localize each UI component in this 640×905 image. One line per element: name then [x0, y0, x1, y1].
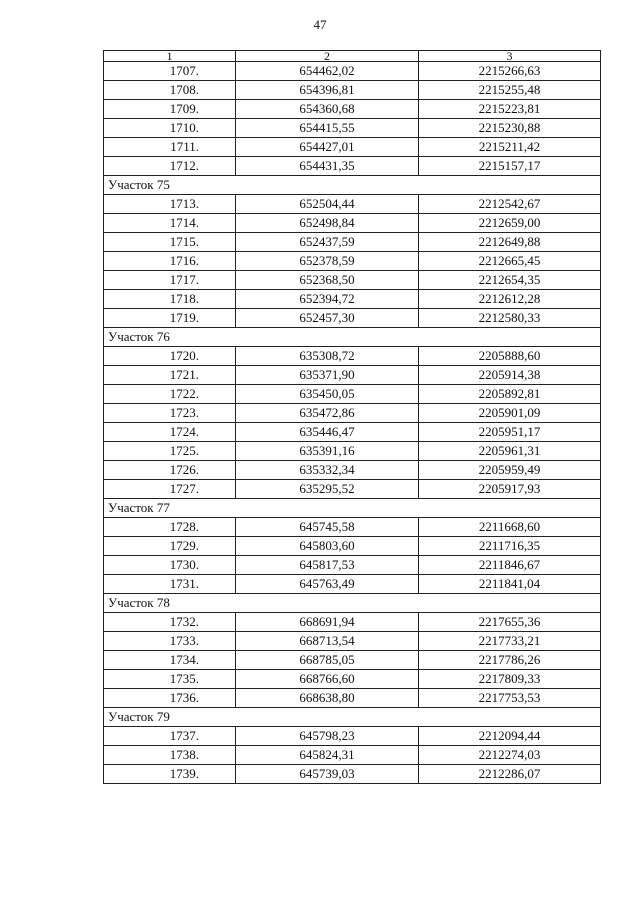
column-header-y: 3 — [419, 51, 601, 62]
section-row — [104, 594, 601, 613]
point-number-cell: 1717. — [104, 271, 236, 290]
section-title: Участок 78 — [104, 594, 601, 613]
section-title: Участок 75 — [104, 176, 601, 195]
x-coordinate-cell: 668713,54 — [236, 632, 419, 651]
point-number-cell: 1730. — [104, 556, 236, 575]
table-header-row — [104, 51, 601, 62]
table-row — [104, 632, 601, 651]
point-number-cell: 1737. — [104, 727, 236, 746]
point-number-cell: 1736. — [104, 689, 236, 708]
y-coordinate-cell: 2215157,17 — [419, 157, 601, 176]
y-coordinate-cell: 2212542,67 — [419, 195, 601, 214]
x-coordinate-cell: 645763,49 — [236, 575, 419, 594]
point-number-cell: 1726. — [104, 461, 236, 480]
page-number: 47 — [313, 17, 327, 32]
x-coordinate-cell: 645798,23 — [236, 727, 419, 746]
x-coordinate-cell: 652378,59 — [236, 252, 419, 271]
y-coordinate-cell: 2212580,33 — [419, 309, 601, 328]
table-row — [104, 423, 601, 442]
point-number-cell: 1729. — [104, 537, 236, 556]
y-coordinate-cell: 2205959,49 — [419, 461, 601, 480]
table-row — [104, 366, 601, 385]
y-coordinate-cell: 2212649,88 — [419, 233, 601, 252]
table-body — [104, 51, 601, 784]
point-number-cell: 1723. — [104, 404, 236, 423]
table-row — [104, 575, 601, 594]
table-row — [104, 271, 601, 290]
table-row — [104, 157, 601, 176]
y-coordinate-cell: 2212612,28 — [419, 290, 601, 309]
y-coordinate-cell: 2211846,67 — [419, 556, 601, 575]
section-row — [104, 499, 601, 518]
x-coordinate-cell: 635295,52 — [236, 480, 419, 499]
table-row — [104, 100, 601, 119]
y-coordinate-cell: 2205914,38 — [419, 366, 601, 385]
point-number-cell: 1734. — [104, 651, 236, 670]
x-coordinate-cell: 654431,35 — [236, 157, 419, 176]
y-coordinate-cell: 2215266,63 — [419, 62, 601, 81]
point-number-cell: 1719. — [104, 309, 236, 328]
table-row — [104, 613, 601, 632]
column-header-point: 1 — [104, 51, 236, 62]
y-coordinate-cell: 2215230,88 — [419, 119, 601, 138]
x-coordinate-cell: 645824,31 — [236, 746, 419, 765]
section-row — [104, 328, 601, 347]
table-row — [104, 233, 601, 252]
table-row — [104, 537, 601, 556]
coordinates-table — [103, 50, 601, 784]
point-number-cell: 1725. — [104, 442, 236, 461]
x-coordinate-cell: 652457,30 — [236, 309, 419, 328]
x-coordinate-cell: 654415,55 — [236, 119, 419, 138]
y-coordinate-cell: 2217733,21 — [419, 632, 601, 651]
point-number-cell: 1709. — [104, 100, 236, 119]
y-coordinate-cell: 2212654,35 — [419, 271, 601, 290]
x-coordinate-cell: 645817,53 — [236, 556, 419, 575]
x-coordinate-cell: 652437,59 — [236, 233, 419, 252]
x-coordinate-cell: 635472,86 — [236, 404, 419, 423]
x-coordinate-cell: 645745,58 — [236, 518, 419, 537]
table-row — [104, 518, 601, 537]
section-title: Участок 77 — [104, 499, 601, 518]
table-row — [104, 290, 601, 309]
table-row — [104, 765, 601, 784]
y-coordinate-cell: 2217655,36 — [419, 613, 601, 632]
point-number-cell: 1731. — [104, 575, 236, 594]
table-row — [104, 442, 601, 461]
y-coordinate-cell: 2212286,07 — [419, 765, 601, 784]
y-coordinate-cell: 2212659,00 — [419, 214, 601, 233]
table-row — [104, 727, 601, 746]
y-coordinate-cell: 2205951,17 — [419, 423, 601, 442]
x-coordinate-cell: 652394,72 — [236, 290, 419, 309]
y-coordinate-cell: 2211841,04 — [419, 575, 601, 594]
x-coordinate-cell: 635308,72 — [236, 347, 419, 366]
y-coordinate-cell: 2217753,53 — [419, 689, 601, 708]
y-coordinate-cell: 2212094,44 — [419, 727, 601, 746]
x-coordinate-cell: 654396,81 — [236, 81, 419, 100]
point-number-cell: 1724. — [104, 423, 236, 442]
x-coordinate-cell: 668766,60 — [236, 670, 419, 689]
table-row — [104, 746, 601, 765]
table-row — [104, 138, 601, 157]
point-number-cell: 1718. — [104, 290, 236, 309]
y-coordinate-cell: 2205888,60 — [419, 347, 601, 366]
section-row — [104, 708, 601, 727]
table-row — [104, 252, 601, 271]
point-number-cell: 1720. — [104, 347, 236, 366]
x-coordinate-cell: 668785,05 — [236, 651, 419, 670]
x-coordinate-cell: 652504,44 — [236, 195, 419, 214]
y-coordinate-cell: 2211716,35 — [419, 537, 601, 556]
table-row — [104, 347, 601, 366]
x-coordinate-cell: 635332,34 — [236, 461, 419, 480]
x-coordinate-cell: 635446,47 — [236, 423, 419, 442]
point-number-cell: 1732. — [104, 613, 236, 632]
x-coordinate-cell: 652498,84 — [236, 214, 419, 233]
x-coordinate-cell: 668691,94 — [236, 613, 419, 632]
point-number-cell: 1711. — [104, 138, 236, 157]
point-number-cell: 1707. — [104, 62, 236, 81]
x-coordinate-cell: 654462,02 — [236, 62, 419, 81]
table-row — [104, 461, 601, 480]
x-coordinate-cell: 652368,50 — [236, 271, 419, 290]
table-row — [104, 62, 601, 81]
point-number-cell: 1708. — [104, 81, 236, 100]
table-row — [104, 309, 601, 328]
table-row — [104, 195, 601, 214]
point-number-cell: 1728. — [104, 518, 236, 537]
y-coordinate-cell: 2205892,81 — [419, 385, 601, 404]
y-coordinate-cell: 2205901,09 — [419, 404, 601, 423]
section-row — [104, 176, 601, 195]
x-coordinate-cell: 654427,01 — [236, 138, 419, 157]
point-number-cell: 1722. — [104, 385, 236, 404]
y-coordinate-cell: 2215255,48 — [419, 81, 601, 100]
y-coordinate-cell: 2205917,93 — [419, 480, 601, 499]
x-coordinate-cell: 635371,90 — [236, 366, 419, 385]
table-row — [104, 480, 601, 499]
point-number-cell: 1735. — [104, 670, 236, 689]
y-coordinate-cell: 2211668,60 — [419, 518, 601, 537]
table-row — [104, 385, 601, 404]
table-row — [104, 689, 601, 708]
table-row — [104, 556, 601, 575]
point-number-cell: 1712. — [104, 157, 236, 176]
point-number-cell: 1739. — [104, 765, 236, 784]
x-coordinate-cell: 635391,16 — [236, 442, 419, 461]
y-coordinate-cell: 2217786,26 — [419, 651, 601, 670]
section-title: Участок 76 — [104, 328, 601, 347]
column-header-x: 2 — [236, 51, 419, 62]
table-row — [104, 119, 601, 138]
x-coordinate-cell: 668638,80 — [236, 689, 419, 708]
x-coordinate-cell: 635450,05 — [236, 385, 419, 404]
y-coordinate-cell: 2212274,03 — [419, 746, 601, 765]
table-row — [104, 670, 601, 689]
section-title: Участок 79 — [104, 708, 601, 727]
y-coordinate-cell: 2205961,31 — [419, 442, 601, 461]
table-row — [104, 214, 601, 233]
point-number-cell: 1716. — [104, 252, 236, 271]
point-number-cell: 1733. — [104, 632, 236, 651]
point-number-cell: 1713. — [104, 195, 236, 214]
point-number-cell: 1727. — [104, 480, 236, 499]
x-coordinate-cell: 645803,60 — [236, 537, 419, 556]
y-coordinate-cell: 2215223,81 — [419, 100, 601, 119]
table-row — [104, 651, 601, 670]
x-coordinate-cell: 654360,68 — [236, 100, 419, 119]
x-coordinate-cell: 645739,03 — [236, 765, 419, 784]
y-coordinate-cell: 2217809,33 — [419, 670, 601, 689]
table-row — [104, 404, 601, 423]
point-number-cell: 1738. — [104, 746, 236, 765]
y-coordinate-cell: 2215211,42 — [419, 138, 601, 157]
y-coordinate-cell: 2212665,45 — [419, 252, 601, 271]
table-row — [104, 81, 601, 100]
point-number-cell: 1714. — [104, 214, 236, 233]
point-number-cell: 1715. — [104, 233, 236, 252]
point-number-cell: 1710. — [104, 119, 236, 138]
point-number-cell: 1721. — [104, 366, 236, 385]
